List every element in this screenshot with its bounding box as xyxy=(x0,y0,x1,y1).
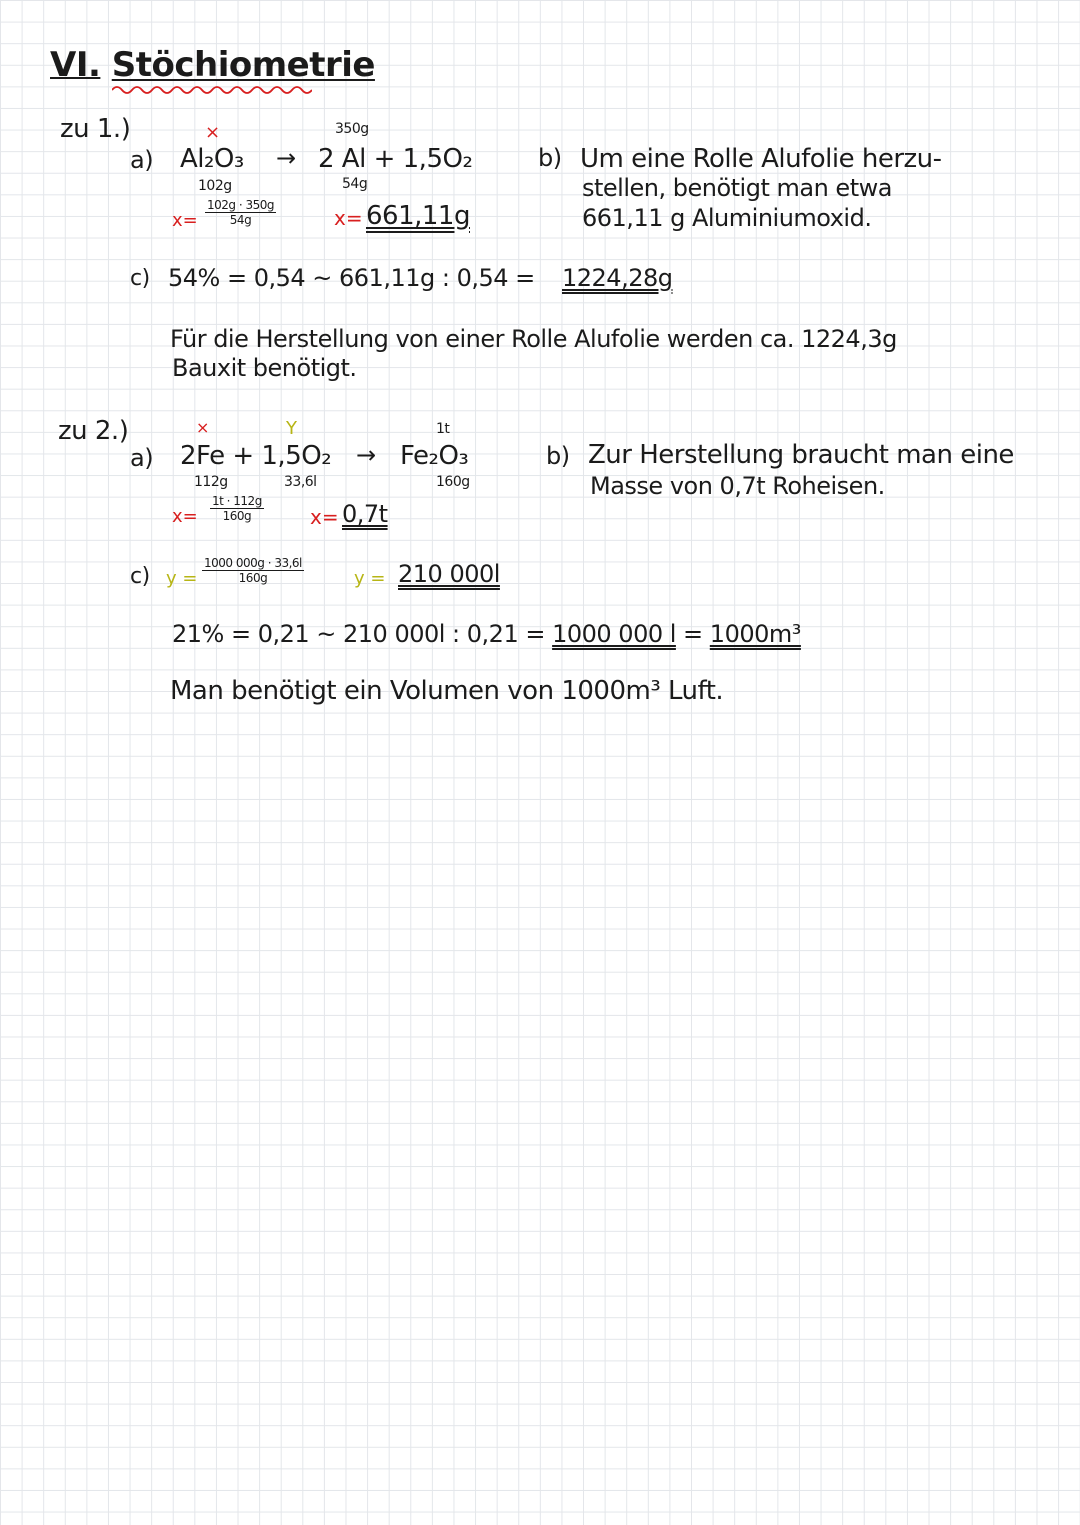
task2-marker-t: 1t xyxy=(436,421,450,437)
task2-c-eq: = xyxy=(683,620,703,648)
task2-marker-y: Y xyxy=(286,418,297,439)
task2-c-fraction-denominator: 160g xyxy=(238,571,268,585)
title-number: VI. xyxy=(50,45,101,85)
task1-fraction-numerator: 102g · 350g xyxy=(207,198,274,212)
task1-equation-left: Al₂O₃ xyxy=(180,144,244,174)
task1-b-line2: stellen, benötigt man etwa xyxy=(582,174,892,202)
task2-c-result2: 1000 000 l xyxy=(552,620,676,648)
task2-b-label: b) xyxy=(546,442,570,470)
task2-mass-fe: 112g xyxy=(194,474,228,490)
task2-fraction-numerator: 1t · 112g xyxy=(212,494,262,508)
task2-c-result: 210 000l xyxy=(398,560,500,588)
task1-mass-left: 102g xyxy=(198,178,232,194)
task1-c-label: c) xyxy=(130,266,150,291)
task2-c-fraction-numerator: 1000 000g · 33,6l xyxy=(204,556,302,570)
task1-b-label: b) xyxy=(538,144,562,172)
task1-marker-x: × xyxy=(205,122,221,143)
title-text: Stöchiometrie xyxy=(111,45,375,85)
task2-c-line xyxy=(172,622,801,646)
task1-fraction xyxy=(205,198,276,227)
task1-x-prefix: x= xyxy=(172,210,198,231)
task1-arrow: → xyxy=(276,144,297,172)
task1-a-label: a) xyxy=(130,146,154,174)
task1-fraction-denominator: 54g xyxy=(229,213,252,227)
title-wavy-underline xyxy=(112,84,312,96)
task1-label: zu 1.) xyxy=(60,114,131,144)
task1-b-line1: Um eine Rolle Alufolie herzu- xyxy=(580,144,942,174)
task1-b-line3: 661,11 g Aluminiumoxid. xyxy=(582,204,872,232)
task1-c-line: 54% = 0,54 ~ 661,11g : 0,54 = xyxy=(168,264,535,292)
task2-marker-x: × xyxy=(196,418,210,437)
task2-c-line-start: 21% = 0,21 ~ 210 000l : 0,21 = xyxy=(172,620,545,648)
task2-c-sentence: Man benötigt ein Volumen von 1000m³ Luft. xyxy=(170,676,724,706)
task2-mass-o2: 33,6l xyxy=(284,474,317,490)
task2-b-line1: Zur Herstellung braucht man eine xyxy=(588,440,1014,470)
task1-result: 661,11g xyxy=(366,201,470,231)
task2-c-label: c) xyxy=(130,564,150,589)
task2-equation-left: 2Fe + 1,5O₂ xyxy=(180,441,332,471)
task2-a-label: a) xyxy=(130,444,154,472)
task1-mass-top: 350g xyxy=(335,121,369,137)
task2-c-result3: 1000m³ xyxy=(709,620,801,648)
page-title xyxy=(50,45,375,85)
task2-c-fraction xyxy=(202,556,304,585)
task2-result: 0,7t xyxy=(342,500,388,528)
task2-mass-fe2o3: 160g xyxy=(436,474,470,490)
task1-result-prefix: x= xyxy=(334,206,363,230)
task1-mass-right: 54g xyxy=(342,176,368,192)
task2-arrow: → xyxy=(356,441,377,469)
task2-fraction xyxy=(210,494,264,523)
task1-c-sentence2: Bauxit benötigt. xyxy=(172,354,357,382)
task2-b-line2: Masse von 0,7t Roheisen. xyxy=(590,472,885,500)
task2-fraction-denominator: 160g xyxy=(222,509,252,523)
task2-equation-right: Fe₂O₃ xyxy=(400,441,469,471)
task1-c-sentence1: Für die Herstellung von einer Rolle Alufolie werden ca. 1224,3g xyxy=(170,325,897,353)
task2-y-prefix: y = xyxy=(166,568,198,589)
task2-c-result-prefix: y = xyxy=(354,568,386,589)
task2-x-prefix: x= xyxy=(172,506,198,527)
task1-c-result: 1224,28g xyxy=(562,264,673,292)
task2-label: zu 2.) xyxy=(58,416,129,446)
task1-equation-right: 2 Al + 1,5O₂ xyxy=(318,144,473,174)
task2-result-prefix: x= xyxy=(310,505,339,529)
